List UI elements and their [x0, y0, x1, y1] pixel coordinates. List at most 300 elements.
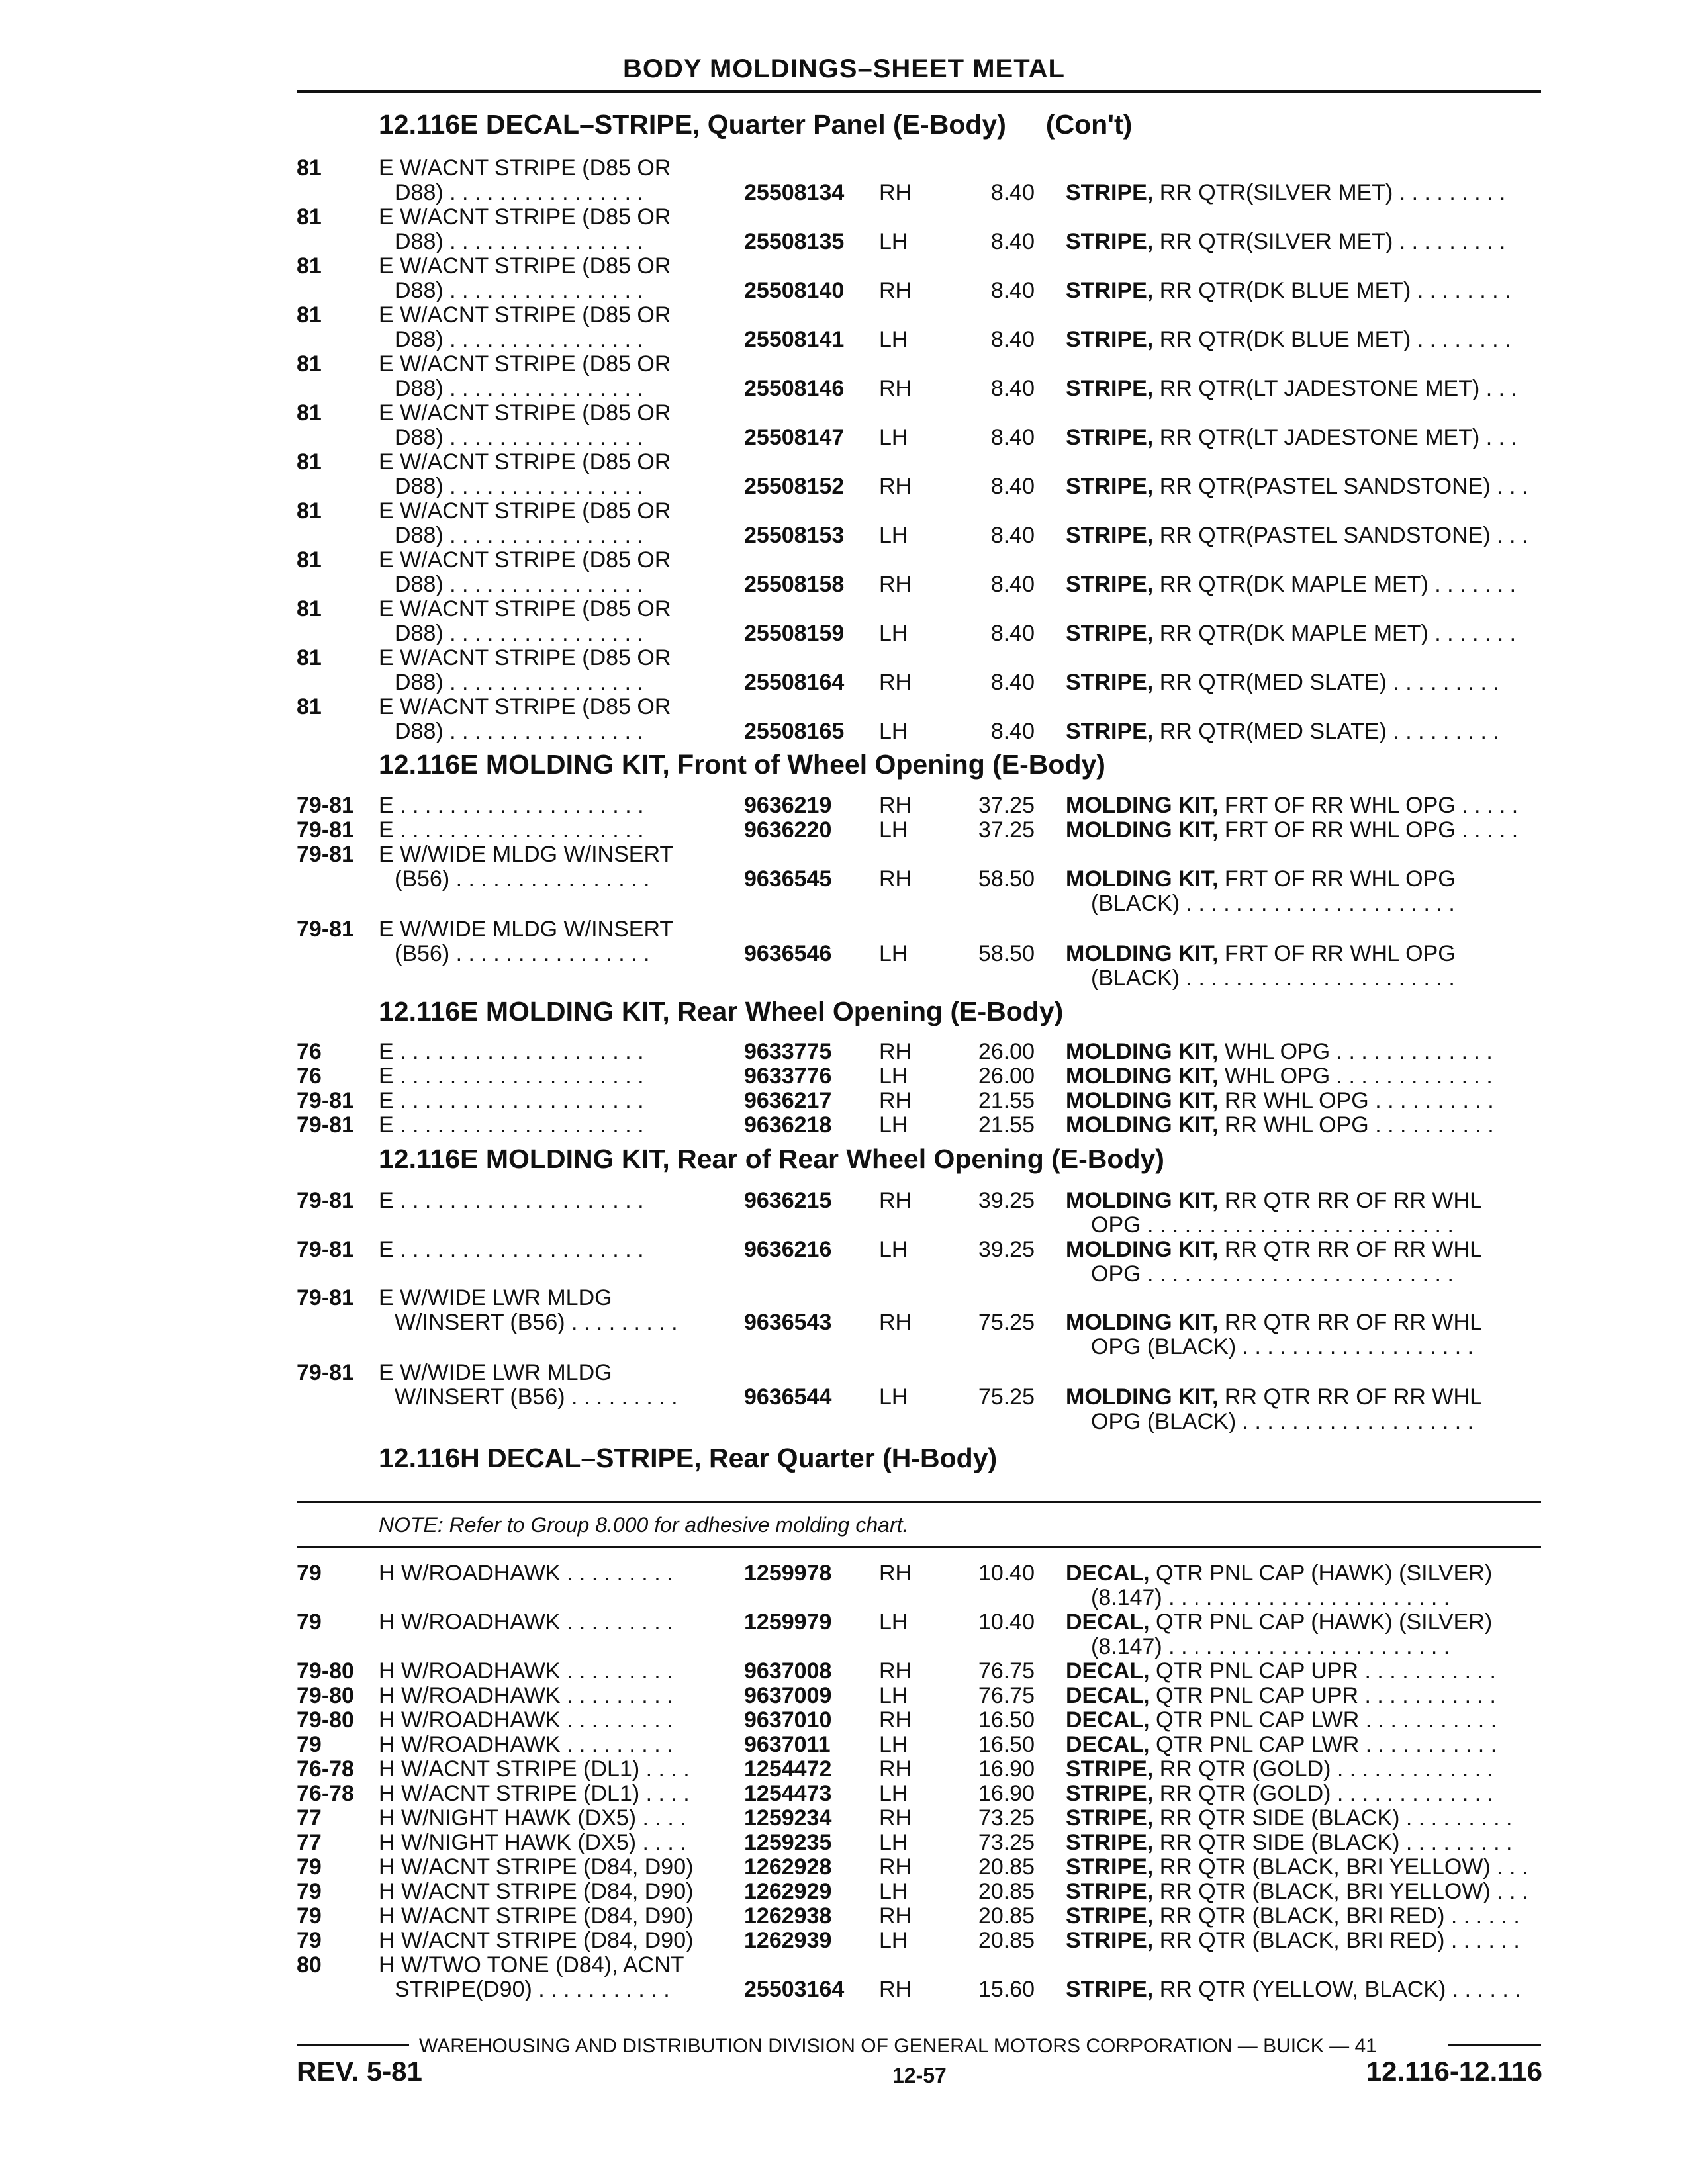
price: 16.90	[978, 1781, 1035, 1806]
side-code: RH	[879, 1707, 912, 1733]
side-code: LH	[879, 1064, 908, 1089]
price: 15.60	[978, 1977, 1035, 2002]
part-name	[1066, 278, 1511, 304]
table-row-continued	[297, 941, 1541, 968]
description-continued: D88) . . . . . . . . . . . . . . . .	[395, 180, 643, 205]
side-code: LH	[879, 1879, 908, 1904]
model-year: 76	[297, 1039, 322, 1064]
description: E W/ACNT STRIPE (D85 OR	[379, 498, 671, 523]
price: 8.40	[990, 523, 1035, 548]
model-year: 81	[297, 351, 322, 377]
part-name-keyword: STRIPE,	[1066, 180, 1154, 205]
part-name-detail: RR QTR(LT JADESTONE MET) . . .	[1153, 376, 1517, 401]
section-title-text: 12.116E MOLDING KIT, Rear of Rear Wheel Opening (E-Body)	[379, 1144, 1164, 1174]
page-number: 12-57	[892, 2064, 947, 2087]
price: 21.55	[978, 1088, 1035, 1113]
section-number: 12.116-12.116	[1366, 2056, 1542, 2087]
model-year: 79	[297, 1879, 322, 1904]
part-name-detail: QTR PNL CAP UPR . . . . . . . . . . .	[1149, 1659, 1496, 1684]
part-name	[1066, 1113, 1494, 1138]
part-name	[1066, 1928, 1520, 1954]
footer-rule-right	[1448, 2044, 1541, 2046]
table-row-continued	[297, 327, 1541, 353]
part-name-detail: FRT OF RR WHL OPG . . . . .	[1218, 817, 1519, 842]
model-year: 79	[297, 1854, 322, 1880]
side-code: LH	[879, 1385, 908, 1410]
price: 16.90	[978, 1756, 1035, 1782]
part-number: 9633776	[744, 1064, 832, 1089]
side-code: RH	[879, 1903, 912, 1929]
price: 8.40	[990, 327, 1035, 352]
part-name-keyword: STRIPE,	[1066, 1879, 1154, 1904]
section-continued: (Con't)	[1045, 109, 1133, 140]
description: H W/ROADHAWK . . . . . . . . .	[379, 1561, 673, 1586]
part-name-detail: RR QTR (BLACK, BRI YELLOW) . . .	[1153, 1879, 1528, 1904]
description: H W/TWO TONE (D84), ACNT	[379, 1952, 684, 1978]
part-number: 25508140	[744, 278, 845, 303]
table-row-continued	[297, 474, 1541, 500]
part-name	[1066, 1756, 1493, 1782]
table-row	[297, 1879, 1541, 1905]
part-name-keyword: DECAL,	[1066, 1610, 1150, 1635]
description: H W/ROADHAWK . . . . . . . . .	[379, 1659, 673, 1684]
part-number: 9637010	[744, 1707, 832, 1733]
table-row	[297, 1237, 1541, 1263]
price: 58.50	[978, 941, 1035, 966]
description: E W/ACNT STRIPE (D85 OR	[379, 449, 671, 475]
part-name	[1066, 180, 1505, 206]
side-code: RH	[879, 793, 912, 818]
part-name-keyword: STRIPE,	[1066, 1781, 1154, 1806]
model-year: 80	[297, 1952, 322, 1978]
description: H W/ACNT STRIPE (D84, D90)	[379, 1903, 694, 1929]
part-name-keyword: STRIPE,	[1066, 523, 1154, 548]
table-row	[297, 1659, 1541, 1685]
part-name	[1066, 1805, 1512, 1831]
part-name	[1066, 1237, 1482, 1263]
side-code: RH	[879, 572, 912, 597]
table-row-continued	[297, 572, 1541, 598]
model-year: 79-81	[297, 1188, 354, 1213]
price: 37.25	[978, 793, 1035, 818]
part-name-continued: (8.147) . . . . . . . . . . . . . . . . . . . . . . .	[1091, 1585, 1450, 1610]
price: 8.40	[990, 180, 1035, 205]
table-row	[297, 449, 1541, 476]
part-name-detail: RR QTR(SILVER MET) . . . . . . . . .	[1153, 229, 1506, 254]
part-name-keyword: DECAL,	[1066, 1707, 1150, 1733]
price: 8.40	[990, 278, 1035, 303]
table-row	[297, 1707, 1541, 1734]
part-name-detail: RR QTR(DK BLUE MET) . . . . . . . .	[1153, 278, 1511, 303]
description-continued: D88) . . . . . . . . . . . . . . . .	[395, 621, 643, 646]
table-row	[297, 1854, 1541, 1881]
table-row	[297, 1561, 1541, 1587]
description: E W/ACNT STRIPE (D85 OR	[379, 547, 671, 572]
part-number: 9637009	[744, 1683, 832, 1708]
part-name	[1066, 1039, 1493, 1065]
part-number: 9636219	[744, 793, 832, 818]
side-code: LH	[879, 1237, 908, 1262]
part-name	[1066, 229, 1505, 255]
description: E W/ACNT STRIPE (D85 OR	[379, 400, 671, 426]
section-title	[379, 996, 1063, 1027]
description-continued: W/INSERT (B56) . . . . . . . . .	[395, 1385, 678, 1410]
table-row-continued	[297, 621, 1541, 647]
price: 21.55	[978, 1113, 1035, 1138]
part-number: 9636217	[744, 1088, 832, 1113]
model-year: 79-81	[297, 917, 354, 942]
table-row-continued	[297, 1977, 1541, 2003]
part-number: 9633775	[744, 1039, 832, 1064]
model-year: 76-78	[297, 1781, 354, 1806]
table-row-continued	[297, 425, 1541, 451]
part-name	[1066, 572, 1516, 598]
model-year: 79-81	[297, 1088, 354, 1113]
description: E W/ACNT STRIPE (D85 OR	[379, 694, 671, 719]
price: 8.40	[990, 474, 1035, 499]
side-code: RH	[879, 474, 912, 499]
part-name	[1066, 817, 1518, 843]
part-name-keyword: STRIPE,	[1066, 474, 1154, 499]
table-row-continued	[297, 523, 1541, 549]
part-name-detail: RR QTR (BLACK, BRI YELLOW) . . .	[1153, 1854, 1528, 1880]
part-name-keyword: STRIPE,	[1066, 278, 1154, 303]
part-name	[1066, 1610, 1492, 1635]
model-year: 76-78	[297, 1756, 354, 1782]
table-row	[297, 694, 1541, 721]
section-title	[379, 1443, 997, 1474]
note-rule	[297, 1546, 1541, 1548]
part-name-keyword: STRIPE,	[1066, 1854, 1154, 1880]
description-continued: STRIPE(D90) . . . . . . . . . . .	[395, 1977, 670, 2002]
part-name-continued: (8.147) . . . . . . . . . . . . . . . . . . . . . . .	[1091, 1634, 1450, 1659]
price: 75.25	[978, 1385, 1035, 1410]
price: 8.40	[990, 621, 1035, 646]
part-name-detail: RR QTR(PASTEL SANDSTONE) . . .	[1153, 474, 1528, 499]
part-name-continued-row	[297, 1409, 1541, 1435]
table-row	[297, 793, 1541, 819]
description-continued: D88) . . . . . . . . . . . . . . . .	[395, 327, 643, 352]
part-name-detail: RR QTR RR OF RR WHL	[1218, 1188, 1482, 1213]
part-number: 25508134	[744, 180, 845, 205]
side-code: RH	[879, 1977, 912, 2002]
part-name-keyword: MOLDING KIT,	[1066, 1088, 1219, 1113]
description: E . . . . . . . . . . . . . . . . . . . .	[379, 1064, 644, 1089]
price: 26.00	[978, 1039, 1035, 1064]
part-name-keyword: STRIPE,	[1066, 327, 1154, 352]
side-code: LH	[879, 229, 908, 254]
part-name-detail: RR QTR RR OF RR WHL	[1218, 1385, 1482, 1410]
part-name	[1066, 1830, 1512, 1856]
part-name	[1066, 1088, 1494, 1114]
part-name-detail: WHL OPG . . . . . . . . . . . . .	[1218, 1039, 1493, 1064]
footer-rule-left	[297, 2044, 409, 2046]
description-continued: W/INSERT (B56) . . . . . . . . .	[395, 1310, 678, 1335]
part-name	[1066, 1188, 1482, 1214]
part-name-keyword: DECAL,	[1066, 1683, 1150, 1708]
price: 73.25	[978, 1805, 1035, 1831]
description-continued: D88) . . . . . . . . . . . . . . . .	[395, 719, 643, 744]
part-name-keyword: STRIPE,	[1066, 425, 1154, 450]
table-row	[297, 253, 1541, 280]
part-name	[1066, 1659, 1496, 1684]
description: H W/NIGHT HAWK (DX5) . . . .	[379, 1830, 686, 1855]
part-name-keyword: MOLDING KIT,	[1066, 1385, 1219, 1410]
part-name-detail: RR QTR SIDE (BLACK) . . . . . . . . .	[1153, 1805, 1513, 1831]
part-name-detail: QTR PNL CAP LWR . . . . . . . . . . .	[1149, 1707, 1497, 1733]
part-number: 25508153	[744, 523, 845, 548]
part-name-keyword: STRIPE,	[1066, 229, 1154, 254]
price: 8.40	[990, 229, 1035, 254]
page-header: BODY MOLDINGS–SHEET METAL	[622, 54, 1065, 83]
part-name	[1066, 474, 1528, 500]
table-row-continued	[297, 180, 1541, 206]
table-row	[297, 1952, 1541, 1979]
part-name	[1066, 425, 1517, 451]
table-row-continued	[297, 670, 1541, 696]
table-row-continued	[297, 1385, 1541, 1411]
part-name	[1066, 941, 1456, 967]
part-name-detail: RR QTR (GOLD) . . . . . . . . . . . . .	[1153, 1781, 1494, 1806]
part-number: 1259234	[744, 1805, 832, 1831]
part-name-detail: RR QTR(DK MAPLE MET) . . . . . . .	[1153, 621, 1517, 646]
model-year: 81	[297, 156, 322, 181]
table-row-continued	[297, 1310, 1541, 1336]
part-name-detail: RR QTR (GOLD) . . . . . . . . . . . . .	[1153, 1756, 1494, 1782]
header-rule	[297, 90, 1541, 93]
part-number: 9636215	[744, 1188, 832, 1213]
price: 20.85	[978, 1854, 1035, 1880]
part-number: 25508141	[744, 327, 845, 352]
part-name-continued-row	[297, 1261, 1541, 1288]
table-row	[297, 817, 1541, 844]
part-number: 9636218	[744, 1113, 832, 1138]
part-number: 9636545	[744, 866, 832, 891]
side-code: LH	[879, 523, 908, 548]
model-year: 81	[297, 302, 322, 328]
table-row	[297, 205, 1541, 231]
description: E . . . . . . . . . . . . . . . . . . . .	[379, 1039, 644, 1064]
table-row	[297, 547, 1541, 574]
model-year: 79	[297, 1928, 322, 1953]
price: 8.40	[990, 670, 1035, 695]
part-name	[1066, 1879, 1528, 1905]
side-code: LH	[879, 817, 908, 842]
part-name-detail: QTR PNL CAP (HAWK) (SILVER)	[1149, 1561, 1493, 1586]
part-name-detail: RR QTR RR OF RR WHL	[1218, 1237, 1482, 1262]
part-number: 1259979	[744, 1610, 832, 1635]
model-year: 81	[297, 400, 322, 426]
table-row	[297, 1830, 1541, 1856]
part-name-keyword: DECAL,	[1066, 1732, 1150, 1757]
table-row	[297, 1903, 1541, 1930]
part-number: 9636216	[744, 1237, 832, 1262]
description-continued: D88) . . . . . . . . . . . . . . . .	[395, 523, 643, 548]
table-row	[297, 400, 1541, 427]
note-rule	[297, 1501, 1541, 1503]
section-title-text: 12.116E MOLDING KIT, Rear Wheel Opening (E-Body)	[379, 996, 1064, 1026]
description-continued: D88) . . . . . . . . . . . . . . . .	[395, 376, 643, 401]
price: 75.25	[978, 1310, 1035, 1335]
part-name-detail: RR QTR(LT JADESTONE MET) . . .	[1153, 425, 1517, 450]
model-year: 79-81	[297, 842, 354, 867]
revision-label: REV. 5-81	[297, 2056, 422, 2087]
part-name-continued-row	[297, 891, 1541, 917]
part-number: 25503164	[744, 1977, 845, 2002]
part-name-detail: RR QTR (BLACK, BRI RED) . . . . . .	[1153, 1928, 1520, 1953]
description: E W/ACNT STRIPE (D85 OR	[379, 645, 671, 670]
part-number: 1254472	[744, 1756, 832, 1782]
section-title-text: 12.116E DECAL–STRIPE, Quarter Panel (E-Body)	[379, 109, 1006, 140]
description: H W/ACNT STRIPE (D84, D90)	[379, 1879, 694, 1904]
part-name-keyword: MOLDING KIT,	[1066, 1237, 1219, 1262]
part-name	[1066, 1707, 1497, 1733]
table-row	[297, 1039, 1541, 1066]
description: H W/ROADHAWK . . . . . . . . .	[379, 1683, 673, 1708]
description: E W/ACNT STRIPE (D85 OR	[379, 205, 671, 230]
table-row	[297, 842, 1541, 868]
part-name-keyword: STRIPE,	[1066, 1830, 1154, 1855]
part-name-keyword: STRIPE,	[1066, 1805, 1154, 1831]
part-number: 25508147	[744, 425, 845, 450]
model-year: 79-81	[297, 1360, 354, 1385]
table-row	[297, 302, 1541, 329]
part-name	[1066, 719, 1499, 745]
part-name	[1066, 1732, 1497, 1758]
table-row	[297, 596, 1541, 623]
model-year: 79-81	[297, 1113, 354, 1138]
part-name-keyword: MOLDING KIT,	[1066, 866, 1219, 891]
part-name-keyword: MOLDING KIT,	[1066, 1310, 1219, 1335]
part-name-continued: OPG . . . . . . . . . . . . . . . . . . . . . . . . .	[1091, 1212, 1454, 1238]
model-year: 81	[297, 498, 322, 523]
description-continued: D88) . . . . . . . . . . . . . . . .	[395, 474, 643, 499]
model-year: 79-81	[297, 817, 354, 842]
side-code: RH	[879, 1088, 912, 1113]
table-row-continued	[297, 376, 1541, 402]
table-row-continued	[297, 278, 1541, 304]
part-number: 1262938	[744, 1903, 832, 1929]
part-name-keyword: MOLDING KIT,	[1066, 1064, 1219, 1089]
part-name-continued-row	[297, 1585, 1541, 1612]
part-number: 9637008	[744, 1659, 832, 1684]
description-continued: (B56) . . . . . . . . . . . . . . . .	[395, 866, 650, 891]
part-name-keyword: STRIPE,	[1066, 572, 1154, 597]
side-code: LH	[879, 1781, 908, 1806]
side-code: LH	[879, 719, 908, 744]
table-row	[297, 1360, 1541, 1387]
part-name-continued-row	[297, 1212, 1541, 1239]
table-row	[297, 1064, 1541, 1090]
part-name-continued-row	[297, 966, 1541, 992]
part-name-detail: QTR PNL CAP (HAWK) (SILVER)	[1149, 1610, 1493, 1635]
part-number: 1262939	[744, 1928, 832, 1953]
description: E W/WIDE MLDG W/INSERT	[379, 842, 674, 867]
side-code: RH	[879, 1659, 912, 1684]
model-year: 79	[297, 1903, 322, 1929]
section-note: NOTE: Refer to Group 8.000 for adhesive molding chart.	[379, 1513, 909, 1537]
part-number: 25508164	[744, 670, 845, 695]
part-name-keyword: MOLDING KIT,	[1066, 1039, 1219, 1064]
part-name-continued-row	[297, 1634, 1541, 1661]
description: H W/NIGHT HAWK (DX5) . . . .	[379, 1805, 686, 1831]
side-code: RH	[879, 1561, 912, 1586]
description: E . . . . . . . . . . . . . . . . . . . .	[379, 1237, 644, 1262]
part-name-keyword: STRIPE,	[1066, 1977, 1154, 2002]
part-name-keyword: STRIPE,	[1066, 1903, 1154, 1929]
table-row	[297, 156, 1541, 182]
description: H W/ACNT STRIPE (D84, D90)	[379, 1928, 694, 1953]
model-year: 79	[297, 1561, 322, 1586]
part-name	[1066, 1385, 1482, 1410]
part-name-keyword: STRIPE,	[1066, 621, 1154, 646]
part-name-detail: RR QTR(DK MAPLE MET) . . . . . . .	[1153, 572, 1517, 597]
description: H W/ACNT STRIPE (DL1) . . . .	[379, 1781, 690, 1806]
price: 39.25	[978, 1237, 1035, 1262]
part-name-detail: RR QTR RR OF RR WHL	[1218, 1310, 1482, 1335]
table-row	[297, 1610, 1541, 1636]
price: 10.40	[978, 1561, 1035, 1586]
side-code: LH	[879, 621, 908, 646]
part-number: 9636546	[744, 941, 832, 966]
part-name-detail: RR QTR(MED SLATE) . . . . . . . . .	[1153, 719, 1499, 744]
part-number: 1262929	[744, 1879, 832, 1904]
description-continued: (B56) . . . . . . . . . . . . . . . .	[395, 941, 650, 966]
part-name-keyword: DECAL,	[1066, 1659, 1150, 1684]
description: E . . . . . . . . . . . . . . . . . . . .	[379, 1188, 644, 1213]
part-number: 1259235	[744, 1830, 832, 1855]
table-row	[297, 498, 1541, 525]
part-number: 25508158	[744, 572, 845, 597]
price: 37.25	[978, 817, 1035, 842]
description-continued: D88) . . . . . . . . . . . . . . . .	[395, 670, 643, 695]
part-name-keyword: STRIPE,	[1066, 1928, 1154, 1953]
price: 16.50	[978, 1732, 1035, 1757]
part-name-keyword: MOLDING KIT,	[1066, 817, 1219, 842]
price: 20.85	[978, 1928, 1035, 1953]
description: H W/ACNT STRIPE (D84, D90)	[379, 1854, 694, 1880]
model-year: 77	[297, 1805, 322, 1831]
part-number: 1259978	[744, 1561, 832, 1586]
price: 20.85	[978, 1903, 1035, 1929]
model-year: 79-81	[297, 793, 354, 818]
part-name	[1066, 1854, 1528, 1880]
side-code: RH	[879, 866, 912, 891]
part-name-keyword: DECAL,	[1066, 1561, 1150, 1586]
side-code: RH	[879, 1039, 912, 1064]
part-name-continued: OPG (BLACK) . . . . . . . . . . . . . . . . . . .	[1091, 1409, 1474, 1434]
description: E W/WIDE LWR MLDG	[379, 1360, 612, 1385]
part-name	[1066, 327, 1511, 353]
part-name-detail: QTR PNL CAP LWR . . . . . . . . . . .	[1149, 1732, 1497, 1757]
part-name-detail: RR QTR(PASTEL SANDSTONE) . . .	[1153, 523, 1528, 548]
part-name	[1066, 866, 1456, 892]
side-code: RH	[879, 376, 912, 401]
part-name-detail: RR QTR(MED SLATE) . . . . . . . . .	[1153, 670, 1499, 695]
side-code: LH	[879, 425, 908, 450]
table-row-continued	[297, 866, 1541, 893]
part-name-detail: RR QTR SIDE (BLACK) . . . . . . . . .	[1153, 1830, 1513, 1855]
part-name-detail: RR WHL OPG . . . . . . . . . .	[1218, 1088, 1494, 1113]
description: H W/ROADHAWK . . . . . . . . .	[379, 1610, 673, 1635]
price: 8.40	[990, 572, 1035, 597]
part-number: 25508146	[744, 376, 845, 401]
part-name-detail: FRT OF RR WHL OPG	[1218, 941, 1456, 966]
part-name-detail: FRT OF RR WHL OPG . . . . .	[1218, 793, 1519, 818]
model-year: 79	[297, 1610, 322, 1635]
part-name-detail: FRT OF RR WHL OPG	[1218, 866, 1456, 891]
price: 8.40	[990, 719, 1035, 744]
